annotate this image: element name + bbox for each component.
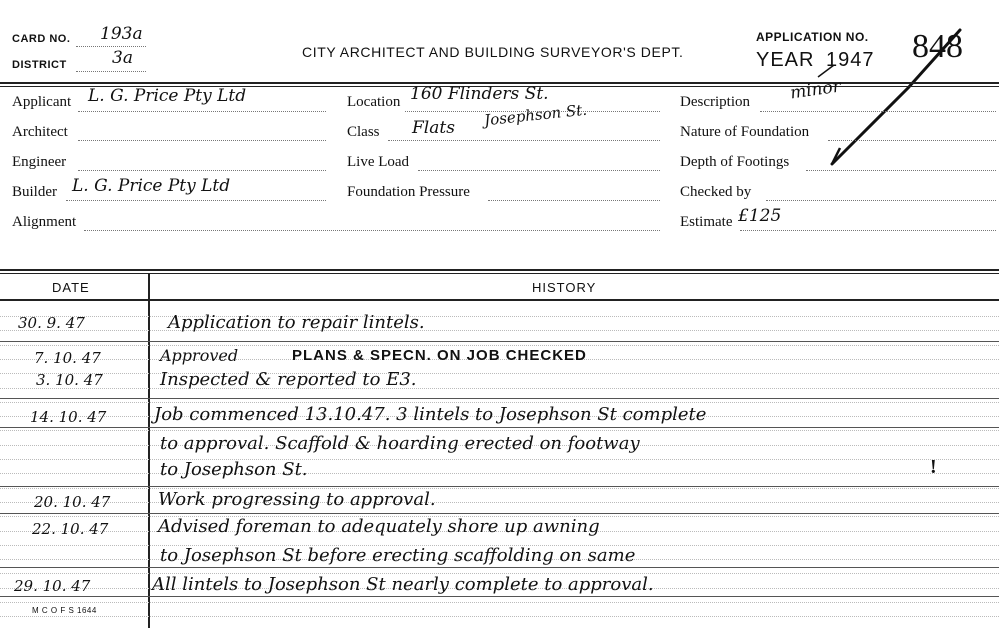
class-value: Flats <box>412 118 455 138</box>
plans-checked-stamp: PLANS & SPECN. ON JOB CHECKED <box>292 347 587 364</box>
year-slash-mark <box>816 64 836 78</box>
row-separator <box>0 427 999 428</box>
location-value-2: Josephson St. <box>483 100 588 130</box>
card-no-label: CARD NO. <box>12 33 71 45</box>
history-text-5: to approval. Scaffold & hoarding erected on footway <box>160 433 640 454</box>
column-divider <box>148 274 150 628</box>
ruled-line <box>0 473 999 474</box>
description-label: Description <box>680 94 750 110</box>
checked-by-label: Checked by <box>680 184 752 200</box>
history-date-10: 29. 10. 47 <box>14 577 91 595</box>
history-date-3: 3. 10. 47 <box>36 371 103 389</box>
history-text-6: to Josephson St. <box>160 459 308 480</box>
history-date-2: 7. 10. 47 <box>34 349 101 367</box>
history-text-4: Job commenced 13.10.47. 3 lintels to Josephson St complete <box>154 404 707 425</box>
history-text-10: All lintels to Josephson St nearly complete to approval. <box>152 574 654 595</box>
ruled-line <box>0 616 999 617</box>
row-separator <box>0 398 999 399</box>
history-text-2: Approved <box>160 346 239 365</box>
ruled-line <box>0 330 999 331</box>
card-no-value: 193a <box>100 24 143 44</box>
history-text-8: Advised foreman to adequately shore up awning <box>158 516 600 537</box>
live-load-label: Live Load <box>347 154 410 170</box>
history-date-1: 30. 9. 47 <box>18 314 85 332</box>
row-separator <box>0 513 999 514</box>
history-date-4: 14. 10. 47 <box>30 408 107 426</box>
history-text-1: Application to repair lintels. <box>168 312 425 333</box>
date-column-header: DATE <box>52 280 90 295</box>
ruled-line <box>0 430 999 431</box>
history-column-header: HISTORY <box>532 280 597 295</box>
row-separator <box>0 596 999 597</box>
class-label: Class <box>347 124 380 140</box>
builder-label: Builder <box>12 184 57 200</box>
department-title: CITY ARCHITECT AND BUILDING SURVEYOR'S DEPT. <box>302 44 684 60</box>
check-slash-mark <box>790 26 970 176</box>
history-text-7: Work progressing to approval. <box>158 489 436 510</box>
ruled-line <box>0 402 999 403</box>
applicant-value: L. G. Price Pty Ltd <box>88 86 247 106</box>
history-text-9: to Josephson St before erecting scaffolding on same <box>160 545 636 566</box>
ruled-line <box>0 488 999 489</box>
year-label: YEAR <box>756 49 815 71</box>
alignment-label: Alignment <box>12 214 77 230</box>
ruled-line <box>0 602 999 603</box>
ruled-line <box>0 388 999 389</box>
history-text-3: Inspected & reported to E3. <box>160 369 417 390</box>
ruled-line <box>0 373 999 374</box>
location-label: Location <box>347 94 401 110</box>
engineer-label: Engineer <box>12 154 67 170</box>
description-value: minor <box>788 76 843 104</box>
estimate-value: £125 <box>738 206 782 226</box>
ruled-line <box>0 459 999 460</box>
row-separator <box>0 567 999 568</box>
depth-of-footings-label: Depth of Footings <box>680 154 790 170</box>
builder-value: L. G. Price Pty Ltd <box>72 176 231 196</box>
applicant-label: Applicant <box>12 94 72 110</box>
location-value: 160 Flinders St. <box>410 84 549 104</box>
application-no-value: 848 <box>912 28 963 65</box>
district-label: DISTRICT <box>12 59 67 71</box>
ruled-line <box>0 316 999 317</box>
nature-of-foundation-label: Nature of Foundation <box>680 124 810 140</box>
ink-mark-icon: ! <box>930 456 937 478</box>
ruled-line <box>0 345 999 346</box>
district-value: 3a <box>112 48 133 68</box>
history-date-8: 22. 10. 47 <box>32 520 109 538</box>
year-value: 1947 <box>826 49 875 71</box>
history-date-7: 20. 10. 47 <box>34 493 111 511</box>
architect-label: Architect <box>12 124 68 140</box>
estimate-label: Estimate <box>680 214 733 230</box>
form-code: M C O F S 1644 <box>32 606 97 615</box>
foundation-pressure-label: Foundation Pressure <box>347 184 470 200</box>
application-no-label: APPLICATION NO. <box>756 30 869 44</box>
ruled-line <box>0 502 999 503</box>
row-separator <box>0 341 999 342</box>
row-separator <box>0 486 999 487</box>
